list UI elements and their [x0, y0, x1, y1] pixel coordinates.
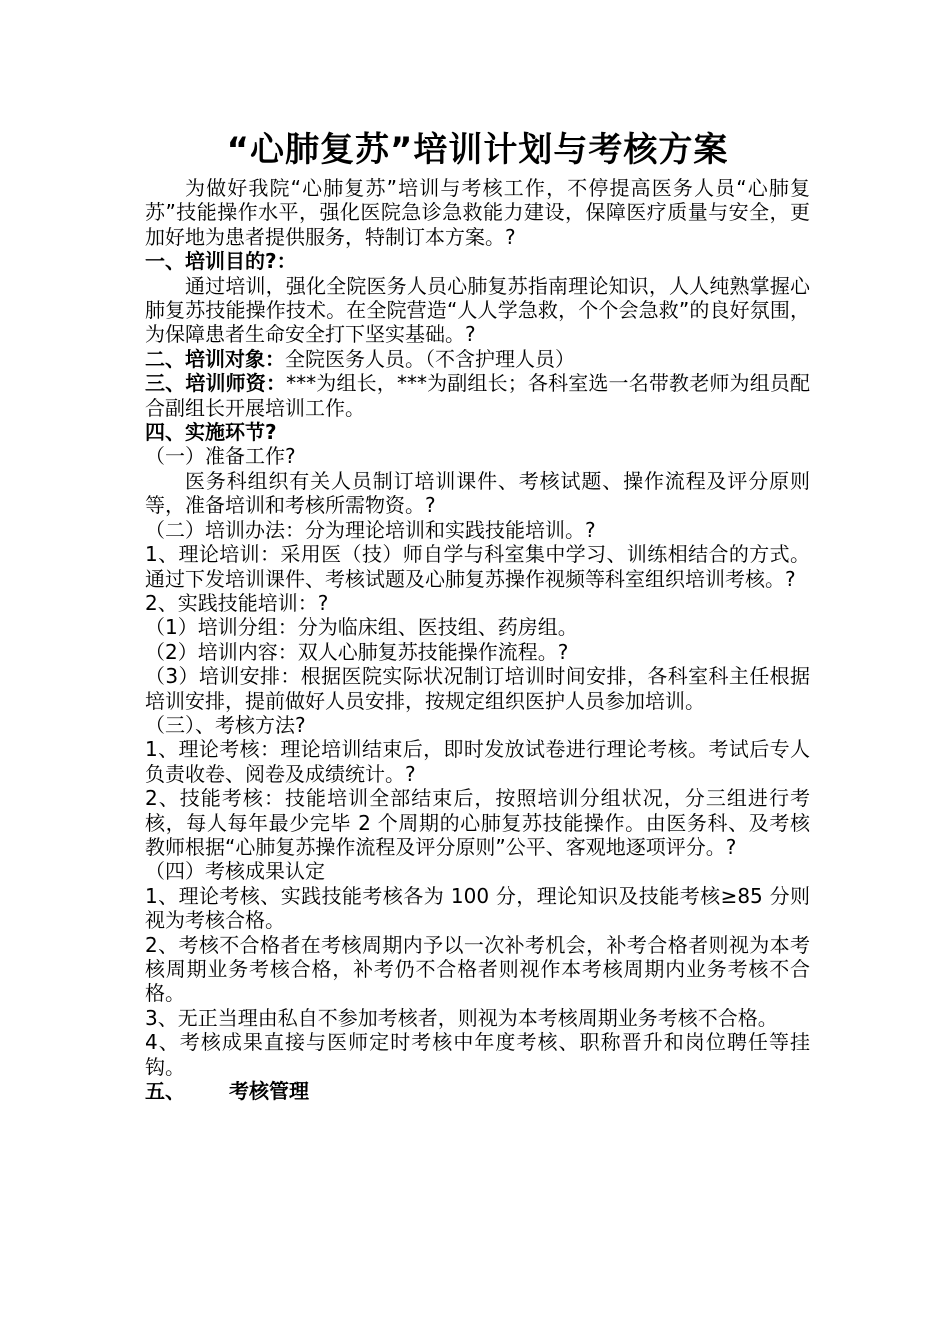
- section-3: [145, 371, 810, 420]
- section-2-heading: 二、培训对象：: [145, 346, 285, 371]
- section-3-heading: 三、培训师资：: [145, 371, 287, 396]
- intro-paragraph: 为做好我院“心肺复苏”培训与考核工作，不停提高医务人员“心肺复苏”技能操作水平，强化医院急诊急救能力建设，保障医疗质量与安全，更加好地为患者提供服务，特制订本方案。?: [145, 176, 810, 249]
- result-title: （四）考核成果认定: [145, 859, 325, 884]
- section-5-title: 考核管理: [229, 1079, 309, 1104]
- document-title: “心肺复苏”培训计划与考核方案: [226, 130, 729, 170]
- prep-title: （一）准备工作?: [145, 444, 296, 469]
- result-item-2: 2、考核不合格者在考核周期内予以一次补考机会，补考合格者则视为本考核周期业务考核合格，补考仍不合格者则视作本考核周期内业务考核不合格。: [145, 932, 810, 1006]
- document-page: [145, 128, 810, 1103]
- section-5-number: 五、: [145, 1079, 185, 1104]
- section-1-heading: 一、培训目的?：: [145, 249, 297, 274]
- method-item-2: 2、实践技能培训：?: [145, 590, 329, 615]
- section-4-heading: 四、实施环节?: [145, 420, 277, 445]
- method-item-2-3: （3）培训安排：根据医院实际状况制订培训时间安排，各科室科主任根据培训安排，提前做好人员安排，按规定组织医护人员参加培训。: [145, 664, 810, 713]
- prep-body: 医务科组织有关人员制订培训课件、考核试题、操作流程及评分原则等，准备培训和考核所需物资。?: [145, 468, 810, 518]
- method-item-2-1: （1）培训分组：分为临床组、医技组、药房组。: [145, 615, 578, 640]
- method-title: （二）培训办法：分为理论培训和实践技能培训。?: [145, 517, 596, 542]
- result-item-1: 1、理论考核、实践技能考核各为 100 分，理论知识及技能考核≥85 分则视为考核合格。: [145, 883, 810, 933]
- method-item-2-2: （2）培训内容：双人心肺复苏技能操作流程。?: [145, 639, 569, 664]
- exam-item-2: 2、技能考核：技能培训全部结束后，按照培训分组状况，分三组进行考核，每人每年最少完毕 2 个周期的心肺复苏技能操作。由医务科、及考核教师根据“心肺复苏操作流程及评分原则”公平、客观地逐项评分。?: [145, 786, 810, 859]
- method-item-1: 1、理论培训：采用医（技）师自学与科室集中学习、训练相结合的方式。通过下发培训课件、考核试题及心肺复苏操作视频等科室组织培训考核。?: [145, 542, 810, 591]
- section-2-body: 全院医务人员。（不含护理人员）: [285, 346, 575, 371]
- result-item-3: 3、无正当理由私自不参加考核者，则视为本考核周期业务考核不合格。: [145, 1005, 778, 1030]
- section-1-body: 通过培训，强化全院医务人员心肺复苏指南理论知识，人人纯熟掌握心肺复苏技能操作技术。在全院营造“人人学急救，个个会急救”的良好氛围，为保障患者生命安全打下坚实基础。?: [145, 273, 810, 347]
- section-2: [145, 347, 810, 371]
- exam-title: （三）、考核方法?: [145, 712, 306, 737]
- section-3-body: ***为组长，***为副组长；各科室选一名带教老师为组员配合副组长开展培训工作。: [145, 371, 811, 420]
- result-item-4: 4、考核成果直接与医师定时考核中年度考核、职称晋升和岗位聘任等挂钩。: [145, 1030, 810, 1079]
- section-5-heading: [145, 1079, 810, 1103]
- exam-item-1: 1、理论考核：理论培训结束后，即时发放试卷进行理论考核。考试后专人负责收卷、阅卷及成绩统计。?: [145, 737, 810, 786]
